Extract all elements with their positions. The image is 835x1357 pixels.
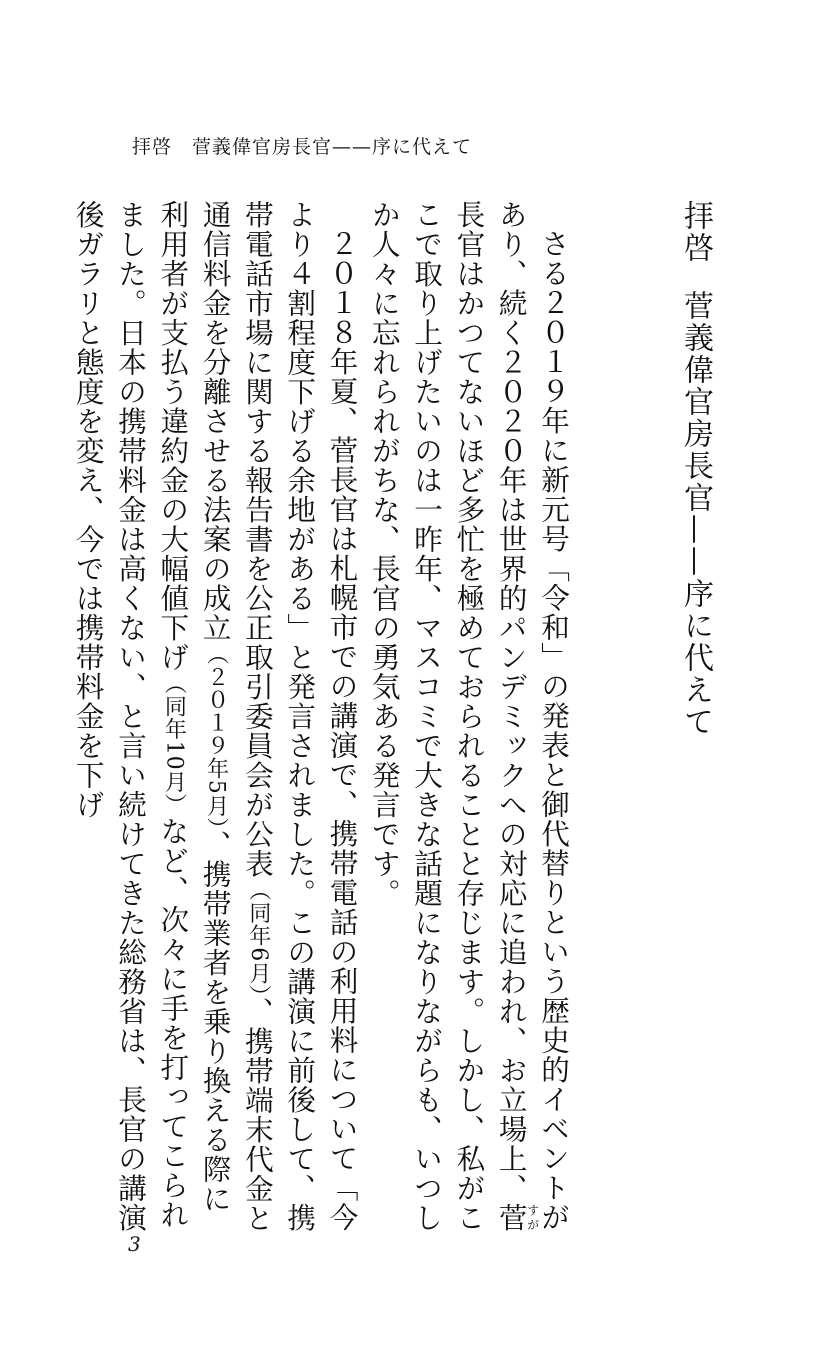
chapter-title-part2: 菅義偉官房長官——序に代えて xyxy=(678,290,713,738)
running-header: 拝啓 菅義偉官房長官——序に代えて xyxy=(132,136,473,158)
paragraph xyxy=(67,200,363,1235)
paragraph-text: 長官はかつてないほど多忙を極めておられることと存じます。しかし、私がここで取り上げたいのは一昨年、マスコミで大きな話題になりながらも、いつしか人々に忘れられがちな、長官の勇気ある発言です。 xyxy=(367,200,487,1233)
body-text xyxy=(71,200,575,1235)
chapter-title-part1: 拝啓 xyxy=(678,200,713,264)
paragraph-text: さる２０１９年に新元号「令和」の発表と御代替りという歴史的イベントがあり、続く２０２０年は世界的パンデミックへの対応に追われ、お立場上、 xyxy=(494,200,571,1232)
paragraph xyxy=(364,200,575,1235)
paragraph-text: ２０１８年夏、菅長官は札幌市での講演で、携帯電話の利用料について「今より４割程度下げる余地がある」と発言されました。この講演に前後して、携帯電話市場に関する報告書を公正取引委員会が公表 xyxy=(240,200,360,1233)
page-number: 3 xyxy=(128,1232,141,1256)
ruby-base: 菅 xyxy=(494,1203,529,1233)
paragraph-text: など、次々に手を打ってこられました。日本の携帯料金は高くない、と言い続けてきた総務省は、長官の講演後ガラリと態度を変え、今では携帯料金を下げ xyxy=(71,200,191,1233)
paragraph-text: 、携帯業者を乗り換える際に利用者が支払う違約金の大幅値下げ xyxy=(156,200,233,1214)
chapter-title xyxy=(670,200,720,738)
inline-note: （同年6月） xyxy=(245,878,271,997)
ruby-annotation xyxy=(494,1203,540,1233)
ruby-reading: すが xyxy=(525,1203,540,1233)
inline-note: （２０１９年5月） xyxy=(203,642,229,830)
inline-note: （同年10月） xyxy=(161,672,187,817)
paragraph-text: 、携帯端末代金と通信料金を分離させる法案の成立 xyxy=(198,200,275,1233)
